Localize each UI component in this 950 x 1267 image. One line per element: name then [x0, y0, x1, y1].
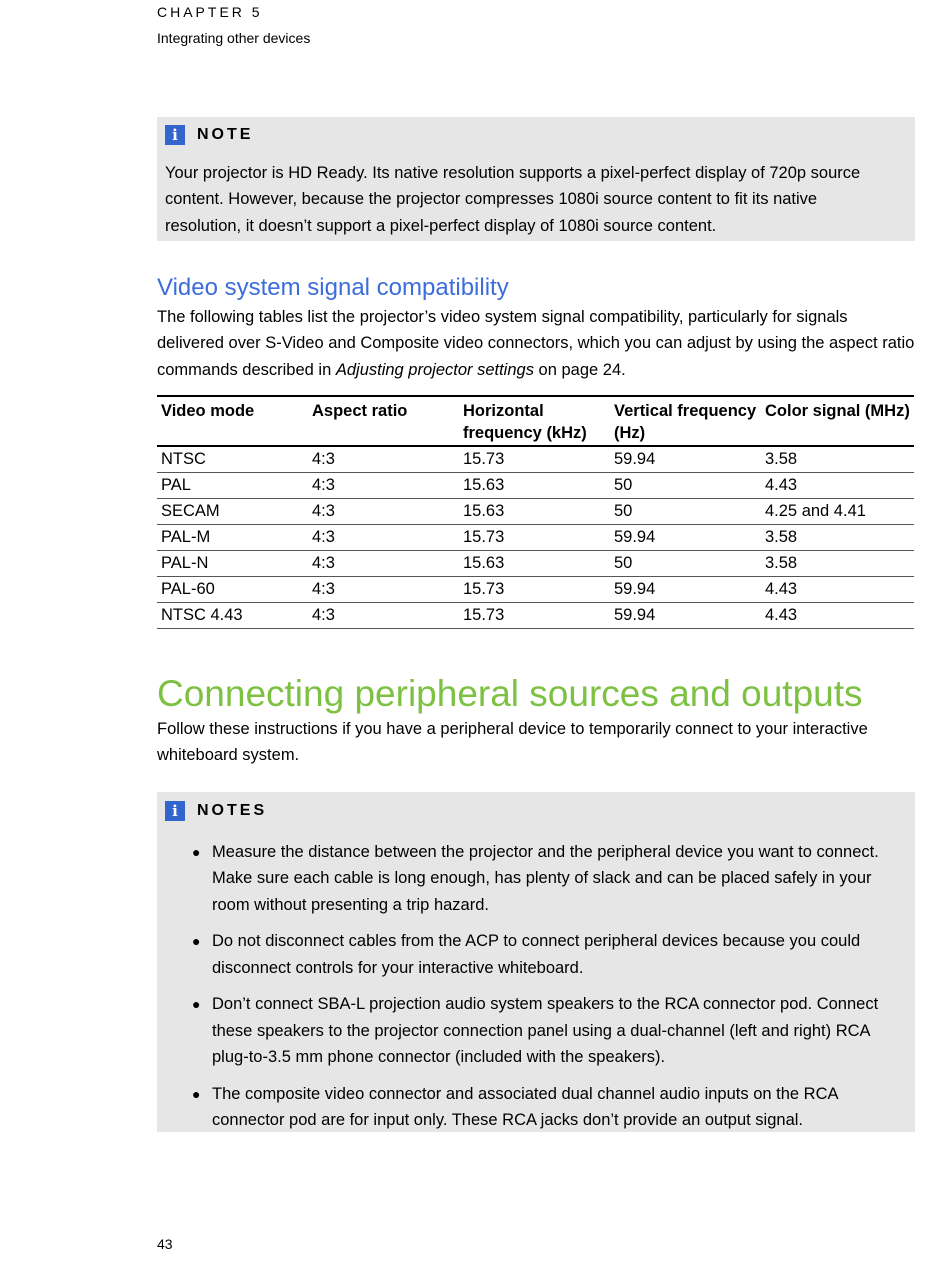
table-cell: 15.63 — [459, 499, 610, 525]
table-cell: 3.58 — [761, 551, 914, 577]
table-cell: 15.63 — [459, 551, 610, 577]
notes-list — [165, 839, 895, 1144]
column-header: Aspect ratio — [308, 396, 459, 446]
section-title-video: Video system signal compatibility — [157, 274, 509, 301]
bullet-icon: ● — [192, 996, 201, 1013]
table-cell: NTSC 4.43 — [157, 603, 308, 629]
notes-header — [165, 801, 267, 821]
column-header: Horizontal frequency (kHz) — [459, 396, 610, 446]
table-cell: 50 — [610, 551, 761, 577]
notes-box — [157, 792, 915, 1132]
section-title-peripheral: Connecting peripheral sources and outputs — [157, 673, 863, 714]
table-cell: SECAM — [157, 499, 308, 525]
table-row — [157, 473, 914, 499]
video-compatibility-table — [157, 395, 914, 629]
list-item: ● Measure the distance between the projector and the peripheral device you want to connect. Make sure each cable is long enough, has plenty of slack and can be placed safely in your room without presenting a trip hazard. — [165, 839, 895, 918]
info-icon: i — [165, 125, 185, 145]
page-number: 43 — [157, 1236, 173, 1252]
table-cell: 4.25 and 4.41 — [761, 499, 914, 525]
table-cell: 15.73 — [459, 525, 610, 551]
table-cell: PAL-60 — [157, 577, 308, 603]
note-box — [157, 117, 915, 241]
table-cell: 4:3 — [308, 577, 459, 603]
table-cell: 4.43 — [761, 473, 914, 499]
list-item: ● Don’t connect SBA-L projection audio system speakers to the RCA connector pod. Connect these speakers to the projector connection panel using a dual-channel (left and right) RCA plug-to-3.5 mm phone connector (included with the speakers). — [165, 991, 895, 1070]
table-cell: 15.63 — [459, 473, 610, 499]
bullet-icon: ● — [192, 1085, 201, 1102]
bullet-icon: ● — [192, 844, 201, 860]
table-row — [157, 446, 914, 473]
table-cell: NTSC — [157, 446, 308, 473]
video-intro: The following tables list the projector’s video system signal compatibility, particularly for signals delivered over S-Video and Composite video connectors, which you can adjust by using the aspect ratio commands described in Adjusting projector settings on page 24. — [157, 308, 915, 379]
table-row — [157, 499, 914, 525]
table-cell: 4:3 — [308, 499, 459, 525]
list-item: ● The composite video connector and associated dual channel audio inputs on the RCA connector pod are for input only. These RCA jacks don’t provide an output signal. — [165, 1081, 895, 1134]
table-cell: 50 — [610, 473, 761, 499]
note-text: Your projector is HD Ready. Its native resolution supports a pixel-perfect display of 720p source content. However, because the projector compresses 1080i source content to fit its native resolution, it doesn’t support a pixel-perfect display of 1080i source content. — [165, 164, 861, 235]
note-title: NOTE — [197, 126, 254, 143]
info-icon: i — [165, 801, 185, 821]
chapter-title: Integrating other devices — [157, 30, 311, 46]
table-row — [157, 577, 914, 603]
table-cell: 4:3 — [308, 603, 459, 629]
note-header — [165, 125, 253, 145]
table-cell: 4:3 — [308, 473, 459, 499]
table-cell: 59.94 — [610, 446, 761, 473]
table-cell: 3.58 — [761, 525, 914, 551]
table-cell: 59.94 — [610, 577, 761, 603]
table-cell: 15.73 — [459, 446, 610, 473]
table-cell: 50 — [610, 499, 761, 525]
table-row — [157, 603, 914, 629]
list-item: ● Do not disconnect cables from the ACP to connect peripheral devices because you could disconnect controls for your interactive whiteboard. — [165, 928, 895, 981]
table-cell: 4:3 — [308, 525, 459, 551]
chapter-label: CHAPTER 5 — [157, 4, 263, 20]
table-cell: 4:3 — [308, 551, 459, 577]
table-cell: PAL — [157, 473, 308, 499]
column-header: Vertical frequency (Hz) — [610, 396, 761, 446]
table-cell: PAL-N — [157, 551, 308, 577]
column-header: Color signal (MHz) — [761, 396, 914, 446]
cross-reference-link[interactable]: Adjusting projector settings — [335, 360, 534, 379]
table-cell: 3.58 — [761, 446, 914, 473]
table-cell: 15.73 — [459, 603, 610, 629]
table-cell: PAL-M — [157, 525, 308, 551]
table-cell: 4.43 — [761, 603, 914, 629]
table-cell: 4:3 — [308, 446, 459, 473]
bullet-icon: ● — [192, 933, 201, 950]
notes-title: NOTES — [197, 802, 268, 819]
table-cell: 15.73 — [459, 577, 610, 603]
table-row — [157, 525, 914, 551]
table-header-row — [157, 396, 914, 446]
peripheral-intro: Follow these instructions if you have a peripheral device to temporarily connect to your interactive whiteboard system. — [157, 720, 868, 765]
table-row — [157, 551, 914, 577]
table-cell: 4.43 — [761, 577, 914, 603]
table-cell: 59.94 — [610, 525, 761, 551]
table-cell: 59.94 — [610, 603, 761, 629]
column-header: Video mode — [157, 396, 308, 446]
